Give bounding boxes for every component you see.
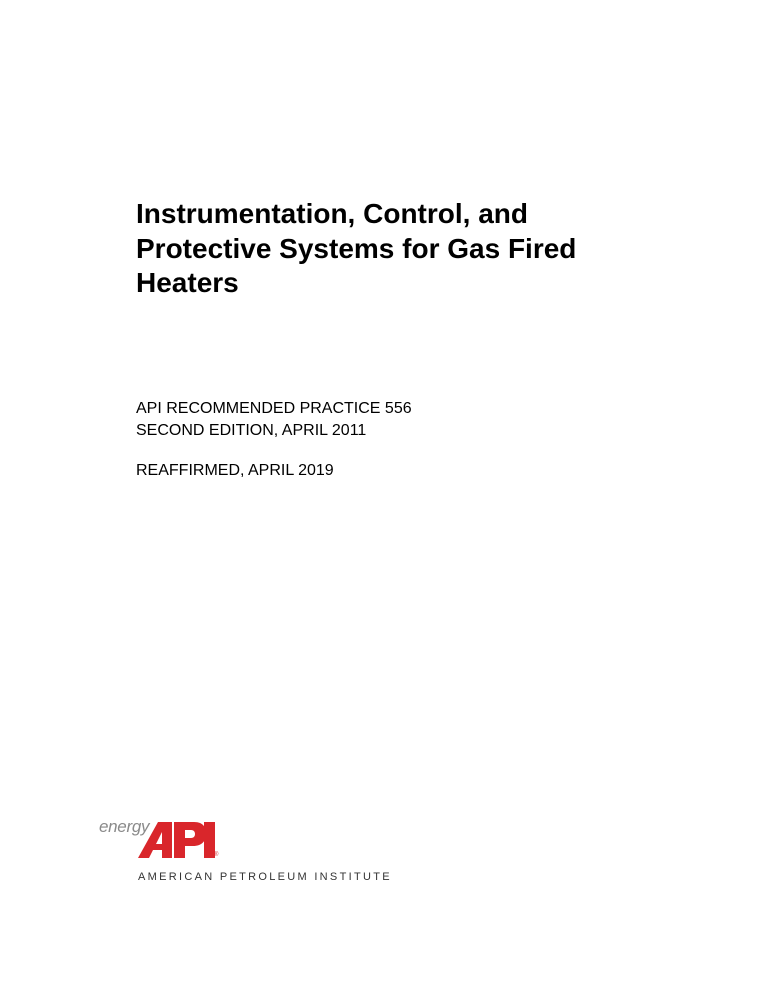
title-line: Instrumentation, Control, and <box>136 198 528 229</box>
document-title <box>136 197 656 301</box>
title-line: Protective Systems for Gas Fired <box>136 232 577 264</box>
logo-tagline: energy <box>99 817 150 836</box>
designation: API RECOMMENDED PRACTICE 556 <box>136 400 412 417</box>
reaffirmed-date: REAFFIRMED, APRIL 2019 <box>136 462 334 479</box>
title-line: Heaters <box>136 267 239 298</box>
registered-mark: ® <box>214 852 219 858</box>
organization-name: AMERICAN PETROLEUM INSTITUTE <box>138 871 392 883</box>
api-logo-mark <box>138 820 219 858</box>
edition: SECOND EDITION, APRIL 2011 <box>136 422 367 439</box>
